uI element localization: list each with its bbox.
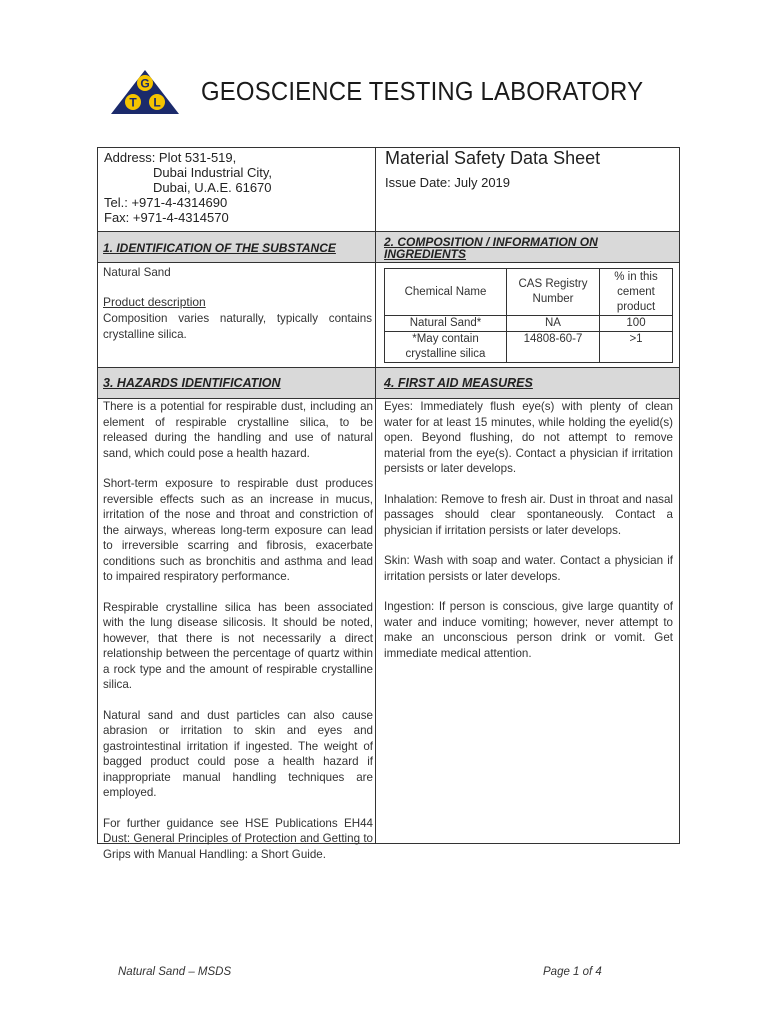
section-2-heading: 2. COMPOSITION / INFORMATION ON INGREDIENTS [384, 235, 598, 261]
section-1-heading: 1. IDENTIFICATION OF THE SUBSTANCE [103, 241, 336, 255]
substance-name: Natural Sand [103, 266, 171, 279]
section-3-heading: 3. HAZARDS IDENTIFICATION [103, 376, 281, 390]
table-cell: *May contain crystalline silica [385, 332, 507, 363]
column-divider [375, 148, 376, 843]
address-line-2: Dubai Industrial City, [153, 165, 272, 180]
table-row [385, 316, 673, 332]
table-cell: Natural Sand* [385, 316, 507, 332]
first-aid-paragraph: Inhalation: Remove to fresh air. Dust in throat and nasal passages should clear spontaneously. Contact a physician if irritation persists or later develops. [384, 492, 673, 537]
first-aid-paragraph: Eyes: Immediately flush eye(s) with plenty of clean water for at least 15 minutes, while holding the eyelid(s) open. Beyond flushing, do not attempt to remove material from the eye(s). Contact a physician if irritation persists or later develops. [384, 400, 673, 475]
table-header-row [385, 269, 673, 316]
first-aid-paragraph: Ingestion: If person is conscious, give large quantity of water and induce vomiting; however, never attempt to make an unconscious person drink or vomit. Get immediate medical attention. [384, 600, 673, 660]
divider [98, 231, 679, 232]
first-aid-paragraph: Skin: Wash with soap and water. Contact a physician if irritation persists or later develops. [384, 554, 673, 583]
address-fax: Fax: +971-4-4314570 [104, 210, 229, 225]
divider [98, 262, 679, 263]
divider [98, 367, 679, 368]
logo-letter-t: T [129, 95, 137, 110]
address-line-3: Dubai, U.A.E. 61670 [153, 180, 272, 195]
logo-letter-l: L [153, 95, 161, 110]
product-description-label: Product description [103, 295, 206, 309]
msds-sheet [97, 147, 680, 861]
first-aid-paragraphs [384, 399, 673, 661]
table-header-cell: CAS Registry Number [507, 269, 600, 316]
doc-title: Material Safety Data Sheet [385, 148, 601, 168]
table-header-cell: Chemical Name [385, 269, 507, 316]
hazards-paragraph: Short-term exposure to respirable dust produces reversible effects such as an increase in mucus, irritation of the nose and throat and constriction of the airways, whereas long-term exposure can lead to irreversible scarring and fibrosis, exacerbate conditions such as bronchitis and asthma and lead to impaired respiratory performance. [103, 477, 373, 583]
table-row [385, 332, 673, 363]
section-4-heading: 4. FIRST AID MEASURES [384, 376, 533, 390]
hazards-paragraph: Respirable crystalline silica has been associated with the lung disease silicosis. It should be noted, however, that there is not necessarily a direct relationship between the percentage of quartz within a rock type and the amount of respirable crystalline silica. [103, 600, 373, 691]
table-cell: 100 [600, 316, 673, 332]
hazards-paragraph: Natural sand and dust particles can also cause abrasion or irritation to skin and eyes and gastrointestinal irritation if ingested. The weight of bagged product could pose a health hazard if inappropriate manual handling techniques are employed. [103, 708, 373, 799]
composition-table [384, 268, 673, 363]
footer-page-number: Page 1 of 4 [543, 966, 602, 978]
address-tel: Tel.: +971-4-4314690 [104, 195, 228, 210]
footer-doc-name: Natural Sand – MSDS [118, 966, 232, 978]
table-cell: NA [507, 316, 600, 332]
product-description-text: Composition varies naturally, typically contains crystalline silica. [103, 312, 372, 341]
table-cell: >1 [600, 332, 673, 363]
hazards-paragraphs [103, 399, 373, 862]
address-line-1: Address: Plot 531-519, [104, 150, 237, 165]
table-header-cell: % in this cement product [600, 269, 673, 316]
address-block [104, 150, 272, 225]
issue-date: Issue Date: July 2019 [385, 175, 511, 190]
lab-title: GEOSCIENCE TESTING LABORATORY [201, 76, 644, 106]
hazards-paragraph: For further guidance see HSE Publications EH44 Dust: General Principles of Protection and Getting to Grips with Manual Handling: a Short Guide. [103, 816, 373, 861]
hazards-paragraph: There is a potential for respirable dust, including an element of respirable crystalline silica, to be released during the handling and use of natural sand, which could pose a health hazard. [103, 400, 373, 460]
table-cell: 14808-60-7 [507, 332, 600, 363]
gtl-logo [110, 69, 180, 115]
logo-letter-g: G [140, 76, 150, 91]
